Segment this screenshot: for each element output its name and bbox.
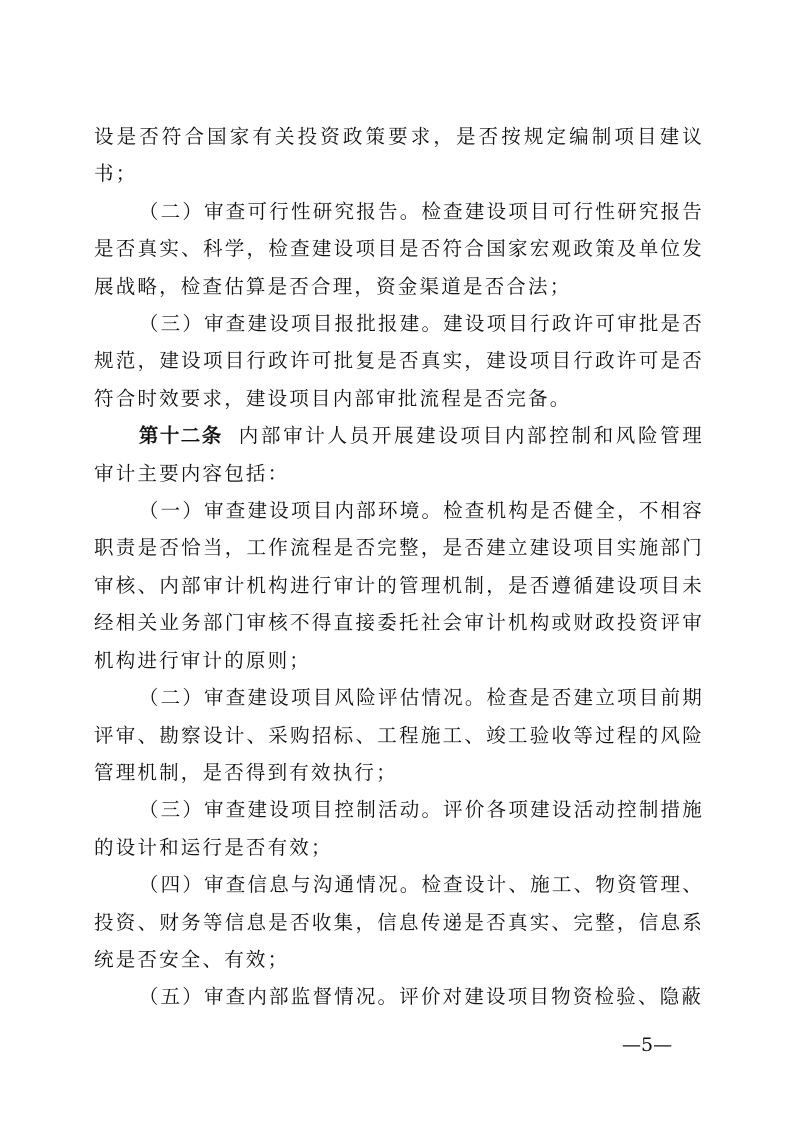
article-heading: 第十二条 — [138, 424, 223, 448]
paragraph-5: （一）审查建设项目内部环境。检查机构是否健全，不相容职责是否恰当，工作流程是否完整，是否建立建设项目实施部门审核、内部审计机构进行审计的管理机制，是否遵循建设项目未经相关业务部门审核不得直接委托社会审计机构或财政投资评审机构进行审计的原则； — [94, 499, 704, 672]
article-text: 内部审计人员开展建设项目内部控制和风险管理审计主要内容包括： — [94, 424, 704, 485]
paragraph-8: （四）审查信息与沟通情况。检查设计、施工、物资管理、投资、财务等信息是否收集，信息传递是否真实、完整，信息系统是否安全、有效； — [94, 873, 704, 971]
document-body — [94, 118, 704, 1016]
paragraph-2: （二）审查可行性研究报告。检查建设项目可行性研究报告是否真实、科学，检查建设项目是否符合国家宏观政策及单位发展战略，检查估算是否合理，资金渠道是否合法； — [94, 199, 704, 298]
paragraph-1: 设是否符合国家有关投资政策要求，是否按规定编制项目建议书； — [94, 125, 704, 186]
paragraph-9: （五）审查内部监督情况。评价对建设项目物资检验、隐蔽 — [138, 985, 704, 1009]
paragraph-3: （三）审查建设项目报批报建。建设项目行政许可审批是否规范，建设项目行政许可批复是否真实，建设项目行政许可是否符合时效要求，建设项目内部审批流程是否完备。 — [94, 312, 704, 410]
paragraph-7: （三）审查建设项目控制活动。评价各项建设活动控制措施的设计和运行是否有效； — [94, 798, 704, 859]
paragraph-6: （二）审查建设项目风险评估情况。检查是否建立项目前期评审、勘察设计、采购招标、工程施工、竣工验收等过程的风险管理机制，是否得到有效执行； — [94, 686, 704, 784]
page-number: —5— — [622, 1034, 673, 1056]
paragraph-4 — [94, 417, 704, 492]
